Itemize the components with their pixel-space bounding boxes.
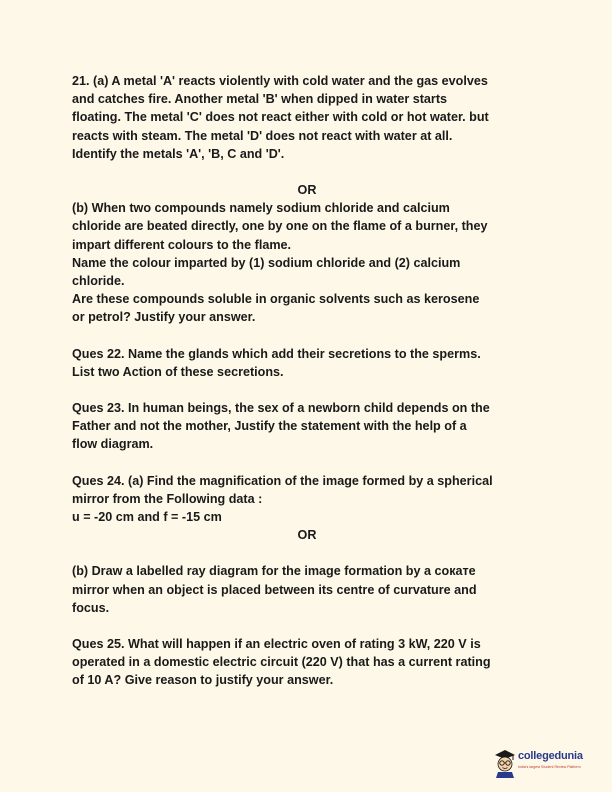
question-text-line: flow diagram. (72, 437, 154, 452)
question-25 (72, 635, 542, 690)
question-21 (72, 72, 542, 327)
question-text-line: mirror when an object is placed between its centre of curvature and (72, 582, 477, 597)
question-text-line: Identify the metals 'A', 'B, C and 'D'. (72, 146, 285, 161)
question-text-line: and catches fire. Another metal 'B' when dipped in water starts (72, 92, 448, 107)
question-text-line: Ques 23. In human beings, the sex of a newborn child depends on the (72, 401, 490, 416)
question-text-line: of 10 A? Give reason to justify your answer. (72, 673, 334, 688)
question-text-line: (b) When two compounds namely sodium chloride and calcium (72, 201, 450, 216)
question-text-line: Name the colour imparted by (1) sodium chloride and (2) calcium (72, 255, 461, 270)
question-text-line: focus. (72, 600, 110, 615)
logo-tagline: India's largest Student Review Platform (518, 765, 581, 769)
question-text-line: operated in a domestic electric circuit (220 V) that has a current rating (72, 655, 491, 670)
collegedunia-logo (492, 746, 602, 782)
question-23 (72, 399, 542, 454)
question-text-line: or petrol? Justify your answer. (72, 310, 256, 325)
question-24 (72, 472, 542, 617)
student-mascot-icon (492, 746, 518, 778)
question-text-line: mirror from the Following data : (72, 491, 263, 506)
question-text-line: floating. The metal 'C' does not react either with cold or hot water. but (72, 110, 489, 125)
question-text-line: reacts with steam. The metal 'D' does not react with water at all. (72, 128, 453, 143)
question-text-line: Ques 22. Name the glands which add their secretions to the sperms. (72, 346, 481, 361)
question-text-line: List two Action of these secretions. (72, 364, 284, 379)
question-text-line: Father and not the mother, Justify the statement with the help of a (72, 419, 467, 434)
question-text-line: (b) Draw a labelled ray diagram for the image formation by a сокате (72, 564, 476, 579)
question-text-line: chloride are beated directly, one by one on the flame of a burner, they (72, 219, 488, 234)
question-text-line: Are these compounds soluble in organic solvents such as kerosene (72, 292, 480, 307)
question-page (72, 72, 542, 690)
or-separator: OR (297, 183, 317, 198)
question-text-line: impart different colours to the flame. (72, 237, 292, 252)
logo-name: collegedunia (518, 750, 583, 762)
question-text-line: Ques 25. What will happen if an electric oven of rating 3 kW, 220 V is (72, 637, 481, 652)
question-text-line: 21. (a) A metal 'A' reacts violently with cold water and the gas evolves (72, 74, 488, 88)
question-22 (72, 345, 542, 381)
question-text-line: u = -20 cm and f = -15 cm (72, 510, 222, 525)
question-text-line: chloride. (72, 274, 125, 289)
question-text-line: Ques 24. (a) Find the magnification of the image formed by a spherical (72, 473, 493, 488)
or-separator: OR (297, 528, 317, 543)
